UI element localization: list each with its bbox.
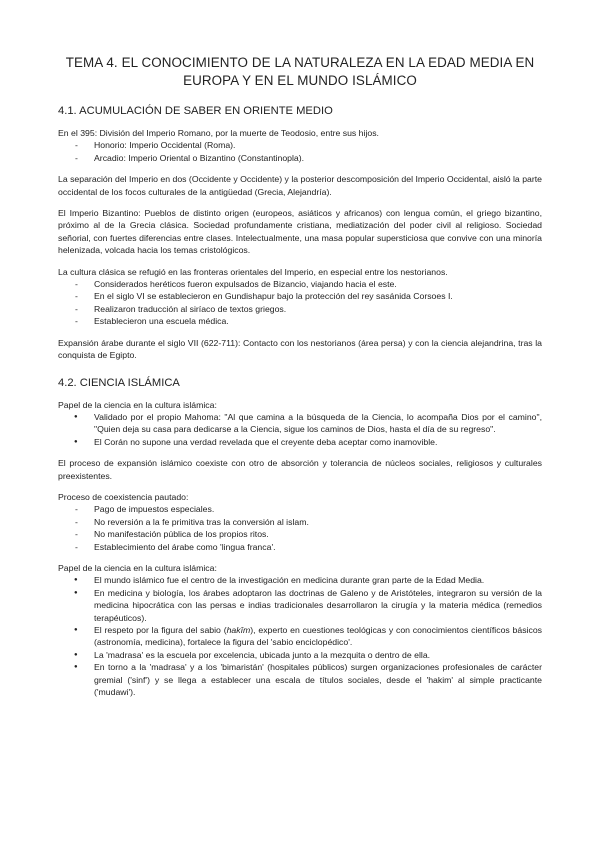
list-item: ● La 'madrasa' es la escuela por excelencia, ubicada junto a la mezquita o dentro de ella.	[58, 649, 542, 661]
list-item: - Establecieron una escuela médica.	[58, 315, 542, 327]
paragraph: El proceso de expansión islámico coexiste con otro de absorción y tolerancia de núcleos sociales, religiosos y culturales preexistentes.	[58, 458, 542, 481]
list-item-sage	[58, 624, 542, 649]
section-heading-4-2: 4.2. CIENCIA ISLÁMICA	[58, 376, 180, 389]
list-item: - Arcadio: Imperio Oriental o Bizantino (Constantinopla).	[58, 152, 542, 164]
paragraph: Papel de la ciencia en la cultura islámica:	[58, 562, 217, 573]
paragraph: Proceso de coexistencia pautado:	[58, 491, 189, 502]
hakim-term: hakîm	[226, 625, 251, 635]
list-item: ● En medicina y biología, los árabes adoptaron las doctrinas de Galeno y de Aristóteles, integraron su versión de la medicina hipocrática con las persas e indias tradicionales desarrollaron la cirugía y la materia médica (remedios terapéuticos).	[58, 587, 542, 624]
document-title: TEMA 4. EL CONOCIMIENTO DE LA NATURALEZA EN LA EDAD MEDIA EN EUROPA Y EN EL MUNDO ISLÁMICO	[65, 55, 535, 88]
dash-list-nestorians	[58, 278, 542, 328]
section-heading-4-1: 4.1. ACUMULACIÓN DE SABER EN ORIENTE MEDIO	[58, 105, 333, 117]
sage-text-after: ), experto en cuestiones teológicas y con conocimientos científicos básicos (astronomía, medicina), fortalece la figura del 'sabio enciclopédico'.	[94, 625, 542, 648]
list-item: - Realizaron traducción al siríaco de textos griegos.	[58, 303, 542, 315]
list-item: - Considerados heréticos fueron expulsados de Bizancio, viajando hacia el este.	[58, 278, 542, 290]
list-item: ● En torno a la 'madrasa' y a los 'bimaristán' (hospitales públicos) surgen organizaciones profesionales de carácter gremial ('sinf') y se llega a establecer una escala de títulos sociales, desde el 'hakim' al simple practicante ('mudawi').	[58, 661, 542, 698]
paragraph: En el 395: División del Imperio Romano, por la muerte de Teodosio, entre sus hijos.	[58, 128, 379, 138]
list-item: - Establecimiento del árabe como 'lingua franca'.	[58, 541, 542, 553]
list-item: - Pago de impuestos especiales.	[58, 503, 542, 515]
bullet-list-role	[58, 411, 542, 448]
paragraph: El Imperio Bizantino: Pueblos de distinto origen (europeos, asiáticos y africanos) con lengua común, el griego bizantino, próximo al de la Grecia clásica. Sociedad profundamente cristiana, mediatización del poder civil al religioso. Sociedad señorial, con fuertes diferencias entre clases. Intelectualmente, una masa popular supersticiosa que convive con una minoría helenizada, volcada hacia los temas cristológicos.	[58, 208, 542, 256]
list-item: - No manifestación pública de los propios ritos.	[58, 528, 542, 540]
list-item: - Honorio: Imperio Occidental (Roma).	[58, 139, 542, 151]
list-item: ● El Corán no supone una verdad revelada que el creyente deba aceptar como inamovible.	[58, 436, 542, 448]
list-item: ● Validado por el propio Mahoma: "Al que camina a la búsqueda de la Ciencia, lo acompaña Dios por el camino", "Quien deja su casa para dedicarse a la Ciencia, sigue los caminos de Dios, hasta el día de su regreso".	[58, 411, 542, 436]
bullet-list-science	[58, 574, 542, 698]
dash-list-emperors	[58, 139, 542, 164]
paragraph: La cultura clásica se refugió en las fronteras orientales del Imperio, en especial entre los nestorianos.	[58, 266, 448, 277]
dash-list-coexistence	[58, 503, 542, 553]
paragraph: La separación del Imperio en dos (Occidente y Occidente) y la posterior descomposición del Imperio Occidental, aisló la parte occidental de los focos culturales de la antigüedad (Grecia, Alejandría).	[58, 174, 542, 197]
paragraph: Papel de la ciencia en la cultura islámica:	[58, 399, 217, 410]
paragraph: Expansión árabe durante el siglo VII (622-711): Contacto con los nestorianos (área persa) y con la ciencia alejandrina, tras la conquista de Egipto.	[58, 337, 542, 361]
sage-text-before: El respeto por la figura del sabio (	[94, 625, 227, 635]
list-item: - No reversión a la fe primitiva tras la conversión al islam.	[58, 516, 542, 528]
list-item: - En el siglo VI se establecieron en Gundishapur bajo la protección del rey sasánida Corsoes I.	[58, 290, 542, 302]
list-item: ● El mundo islámico fue el centro de la investigación en medicina durante gran parte de la Edad Media.	[58, 574, 542, 586]
